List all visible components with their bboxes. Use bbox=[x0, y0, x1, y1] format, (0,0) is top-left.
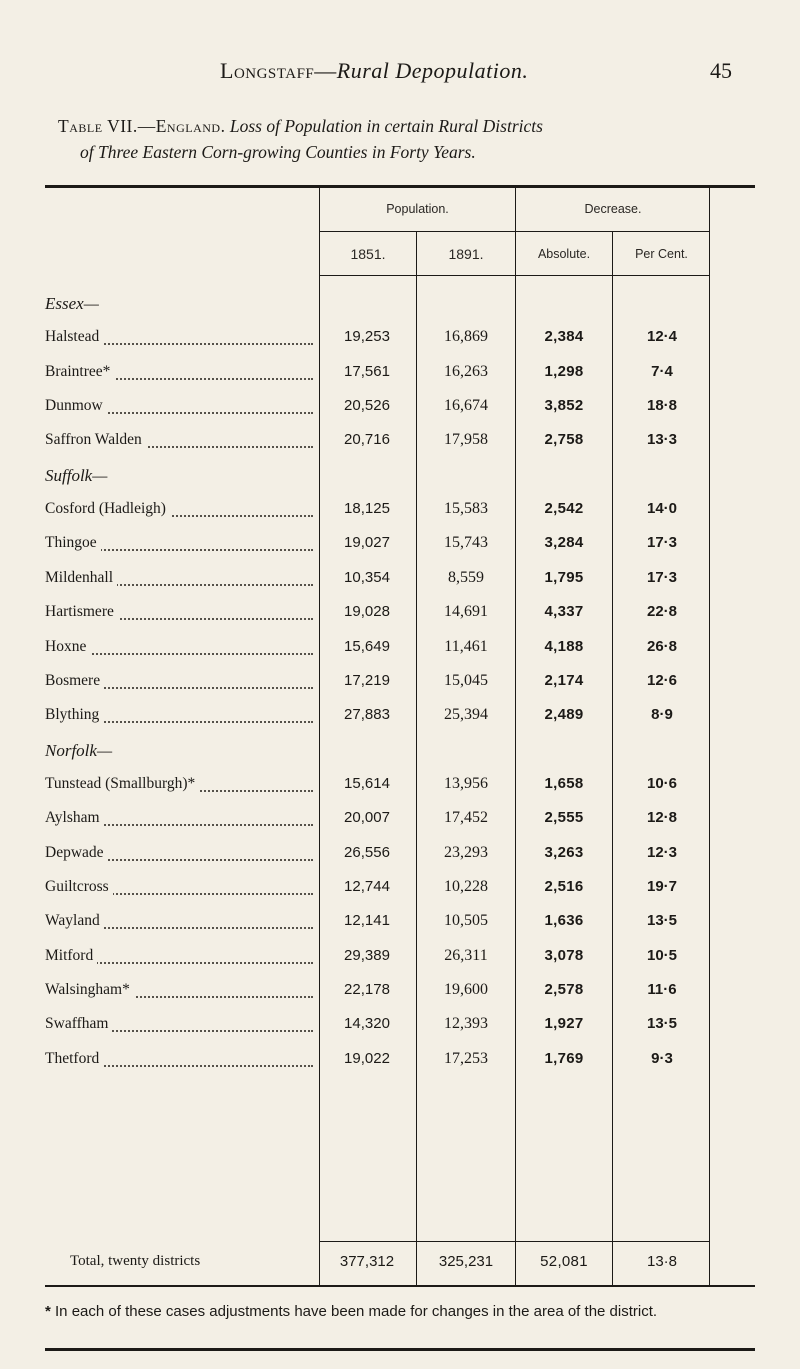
district-name: Wayland bbox=[45, 912, 104, 929]
district-name: Tunstead (Smallburgh)* bbox=[45, 775, 199, 792]
header-per-cent: Per Cent. bbox=[635, 247, 688, 261]
decrease-absolute: 2,516 bbox=[544, 878, 584, 895]
table-row bbox=[0, 1050, 800, 1080]
decrease-absolute: 2,489 bbox=[544, 706, 584, 723]
district-cell bbox=[45, 706, 313, 728]
table-row bbox=[0, 947, 800, 977]
decrease-per-cent: 9·3 bbox=[651, 1050, 673, 1067]
district-cell bbox=[45, 431, 313, 453]
population-1851: 18,125 bbox=[344, 500, 390, 517]
district-cell bbox=[45, 363, 313, 385]
population-1851: 22,178 bbox=[344, 981, 390, 998]
district-name: Saffron Walden bbox=[45, 431, 146, 448]
decrease-absolute: 1,298 bbox=[544, 363, 584, 380]
population-1891: 10,505 bbox=[444, 912, 488, 929]
district-cell bbox=[45, 1050, 313, 1072]
decrease-per-cent: 13·5 bbox=[646, 912, 678, 929]
footnote bbox=[45, 1302, 755, 1322]
district-name: Aylsham bbox=[45, 809, 104, 826]
population-1851: 20,007 bbox=[344, 809, 390, 826]
population-1851: 15,614 bbox=[344, 775, 390, 792]
population-1851: 19,028 bbox=[344, 603, 390, 620]
population-1891: 12,393 bbox=[444, 1015, 488, 1032]
decrease-per-cent: 10·5 bbox=[646, 947, 678, 964]
page-number: 45 bbox=[710, 58, 732, 83]
table-row bbox=[0, 775, 800, 805]
decrease-per-cent: 11·6 bbox=[647, 981, 677, 998]
group-header-rule-population bbox=[320, 231, 515, 232]
county-heading: Suffolk— bbox=[45, 466, 108, 485]
table-bottom-rule bbox=[45, 1285, 755, 1287]
district-name: Dunmow bbox=[45, 397, 107, 414]
table-row bbox=[0, 638, 800, 668]
decrease-absolute: 2,384 bbox=[544, 328, 584, 345]
table-row bbox=[0, 534, 800, 564]
decrease-absolute: 1,927 bbox=[544, 1015, 584, 1032]
decrease-per-cent: 17·3 bbox=[646, 569, 678, 586]
population-1851: 19,253 bbox=[344, 328, 390, 345]
running-head bbox=[0, 58, 800, 94]
population-1891: 15,583 bbox=[444, 500, 488, 517]
decrease-absolute: 3,852 bbox=[544, 397, 584, 414]
table-row bbox=[0, 363, 800, 393]
table-title-line2: of Three Eastern Corn-growing Counties in Forty Years. bbox=[80, 142, 476, 162]
footnote-bottom-rule bbox=[45, 1348, 755, 1351]
decrease-absolute: 3,263 bbox=[544, 844, 584, 861]
district-cell bbox=[45, 638, 313, 660]
district-name: Swaffham bbox=[45, 1015, 112, 1032]
county-heading: Essex— bbox=[45, 294, 99, 313]
district-name: Thetford bbox=[45, 1050, 103, 1067]
population-1891: 16,263 bbox=[444, 363, 488, 380]
population-1891: 8,559 bbox=[448, 569, 484, 586]
decrease-per-cent: 22·8 bbox=[646, 603, 678, 620]
total-per-cent: 13·8 bbox=[646, 1253, 678, 1270]
header-1851: 1851. bbox=[350, 246, 386, 262]
district-cell bbox=[45, 328, 313, 350]
table-top-rule bbox=[45, 185, 755, 188]
population-1851: 15,649 bbox=[344, 638, 390, 655]
decrease-absolute: 1,636 bbox=[544, 912, 584, 929]
table-row bbox=[0, 844, 800, 874]
district-cell bbox=[45, 569, 313, 591]
population-1891: 15,743 bbox=[444, 534, 488, 551]
decrease-absolute: 3,078 bbox=[544, 947, 584, 964]
population-1891: 25,394 bbox=[444, 706, 488, 723]
total-absolute: 52,081 bbox=[540, 1253, 588, 1270]
district-name: Depwade bbox=[45, 844, 108, 861]
decrease-per-cent: 14·0 bbox=[646, 500, 678, 517]
district-cell bbox=[45, 500, 313, 522]
table-row bbox=[0, 603, 800, 633]
decrease-absolute: 2,578 bbox=[544, 981, 584, 998]
population-1891: 13,956 bbox=[444, 775, 488, 792]
population-1891: 26,311 bbox=[444, 947, 488, 964]
district-name: Braintree* bbox=[45, 363, 114, 380]
population-1851: 14,320 bbox=[344, 1015, 390, 1032]
district-name: Mitford bbox=[45, 947, 97, 964]
decrease-absolute: 1,769 bbox=[544, 1050, 584, 1067]
district-cell bbox=[45, 1015, 313, 1037]
decrease-absolute: 2,758 bbox=[544, 431, 584, 448]
table-row bbox=[0, 1015, 800, 1045]
table-label: Table VII.—England. bbox=[58, 116, 226, 136]
district-name: Blything bbox=[45, 706, 103, 723]
district-cell bbox=[45, 878, 313, 900]
decrease-absolute: 3,284 bbox=[544, 534, 584, 551]
district-cell bbox=[45, 981, 313, 1003]
population-1891: 15,045 bbox=[444, 672, 488, 689]
header-population: Population. bbox=[386, 202, 449, 216]
district-cell bbox=[45, 947, 313, 969]
district-cell bbox=[45, 809, 313, 831]
table-row bbox=[0, 878, 800, 908]
population-1851: 20,526 bbox=[344, 397, 390, 414]
decrease-absolute: 2,542 bbox=[544, 500, 584, 517]
running-head-author: Longstaff bbox=[220, 58, 315, 83]
district-name: Hoxne bbox=[45, 638, 90, 655]
population-1891: 14,691 bbox=[444, 603, 488, 620]
population-1851: 12,744 bbox=[344, 878, 390, 895]
population-1891: 19,600 bbox=[444, 981, 488, 998]
population-1891: 16,674 bbox=[444, 397, 488, 414]
decrease-per-cent: 12·3 bbox=[646, 844, 678, 861]
county-heading: Norfolk— bbox=[45, 741, 113, 760]
district-name: Bosmere bbox=[45, 672, 104, 689]
population-1891: 23,293 bbox=[444, 844, 488, 861]
district-name: Walsingham* bbox=[45, 981, 134, 998]
population-1891: 17,253 bbox=[444, 1050, 488, 1067]
district-cell bbox=[45, 397, 313, 419]
table-row bbox=[0, 912, 800, 942]
decrease-absolute: 2,174 bbox=[544, 672, 584, 689]
table-row bbox=[0, 809, 800, 839]
decrease-per-cent: 12·6 bbox=[646, 672, 678, 689]
decrease-per-cent: 18·8 bbox=[646, 397, 678, 414]
population-1851: 19,022 bbox=[344, 1050, 390, 1067]
group-header-rule-decrease bbox=[516, 231, 710, 232]
population-1851: 29,389 bbox=[344, 947, 390, 964]
district-cell bbox=[45, 603, 313, 625]
district-name: Hartismere bbox=[45, 603, 118, 620]
table-row bbox=[0, 328, 800, 358]
population-1891: 17,452 bbox=[444, 809, 488, 826]
header-absolute: Absolute. bbox=[537, 247, 591, 261]
decrease-absolute: 1,658 bbox=[544, 775, 584, 792]
decrease-per-cent: 7·4 bbox=[651, 363, 673, 380]
district-cell bbox=[45, 912, 313, 934]
header-decrease: Decrease. bbox=[584, 202, 642, 216]
population-1851: 26,556 bbox=[344, 844, 390, 861]
district-cell bbox=[45, 672, 313, 694]
table-row bbox=[0, 431, 800, 461]
district-name: Halstead bbox=[45, 328, 103, 345]
decrease-per-cent: 26·8 bbox=[646, 638, 678, 655]
decrease-per-cent: 13·5 bbox=[646, 1015, 678, 1032]
population-1851: 27,883 bbox=[344, 706, 390, 723]
decrease-per-cent: 13·3 bbox=[646, 431, 678, 448]
district-name: Guiltcross bbox=[45, 878, 113, 895]
population-1851: 17,561 bbox=[344, 363, 390, 380]
table-row bbox=[0, 981, 800, 1011]
population-1851: 17,219 bbox=[344, 672, 390, 689]
population-1891: 11,461 bbox=[444, 638, 488, 655]
population-1891: 16,869 bbox=[444, 328, 488, 345]
table-row bbox=[0, 397, 800, 427]
district-cell bbox=[45, 534, 313, 556]
running-head-title: Rural Depopulation. bbox=[336, 58, 529, 83]
district-name: Mildenhall bbox=[45, 569, 117, 586]
population-1851: 12,141 bbox=[344, 912, 390, 929]
decrease-per-cent: 19·7 bbox=[646, 878, 678, 895]
decrease-per-cent: 17·3 bbox=[646, 534, 678, 551]
population-1891: 17,958 bbox=[444, 431, 488, 448]
decrease-per-cent: 12·8 bbox=[646, 809, 678, 826]
district-name: Cosford (Hadleigh) bbox=[45, 500, 170, 517]
table-row bbox=[0, 569, 800, 599]
district-name: Thingoe bbox=[45, 534, 101, 551]
decrease-absolute: 2,555 bbox=[544, 809, 584, 826]
footnote-text: In each of these cases adjustments have been made for changes in the area of the district. bbox=[55, 1303, 658, 1320]
decrease-absolute: 4,337 bbox=[544, 603, 584, 620]
header-1891: 1891. bbox=[448, 246, 484, 262]
total-1851: 377,312 bbox=[339, 1253, 395, 1270]
table-row bbox=[0, 500, 800, 530]
decrease-per-cent: 12·4 bbox=[646, 328, 678, 345]
population-1891: 10,228 bbox=[444, 878, 488, 895]
table-title-line1: Loss of Population in certain Rural Districts bbox=[229, 116, 543, 136]
district-cell bbox=[45, 844, 313, 866]
table-row bbox=[0, 706, 800, 736]
table-caption bbox=[58, 113, 758, 165]
total-label: Total, twenty districts bbox=[70, 1253, 201, 1269]
population-1851: 10,354 bbox=[344, 569, 390, 586]
table-row bbox=[0, 672, 800, 702]
total-1891: 325,231 bbox=[438, 1253, 494, 1270]
population-1851: 20,716 bbox=[344, 431, 390, 448]
decrease-per-cent: 8·9 bbox=[651, 706, 673, 723]
district-cell bbox=[45, 775, 313, 797]
running-title bbox=[220, 58, 528, 84]
total-row bbox=[0, 1253, 800, 1283]
footnote-marker: * bbox=[45, 1303, 51, 1320]
running-head-separator: — bbox=[314, 58, 337, 83]
decrease-per-cent: 10·6 bbox=[646, 775, 678, 792]
decrease-absolute: 1,795 bbox=[544, 569, 584, 586]
decrease-absolute: 4,188 bbox=[544, 638, 584, 655]
population-1851: 19,027 bbox=[344, 534, 390, 551]
